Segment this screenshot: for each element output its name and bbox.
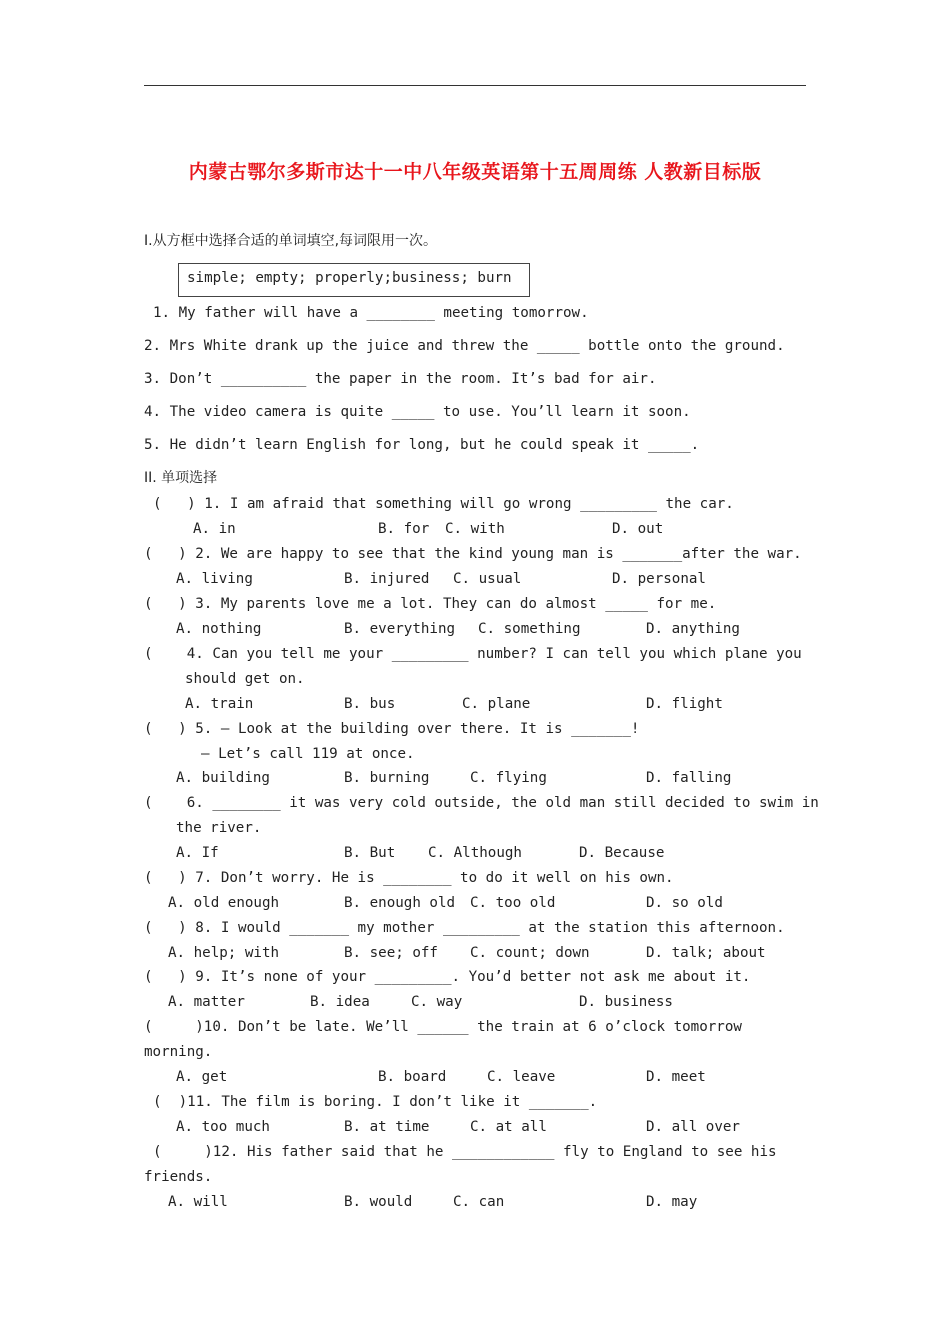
question-12-option-c: C. can (453, 1194, 505, 1210)
question-8-option-b: B. see; off (344, 945, 438, 961)
question-6-stem-continued: the river. (176, 820, 262, 836)
fill-item-5: 5. He didn’t learn English for long, but he could speak it _____. (144, 437, 700, 453)
question-11-option-b: B. at time (344, 1119, 430, 1135)
question-10-option-c: C. leave (487, 1069, 556, 1085)
question-6-option-c: C. Although (428, 845, 522, 861)
question-1-option-d: D. out (612, 521, 664, 537)
question-3-stem: ( ) 3. My parents love me a lot. They can do almost _____ for me. (144, 596, 717, 612)
question-4-option-c: C. plane (462, 696, 531, 712)
question-6-option-a: A. If (176, 845, 219, 861)
word-box (178, 263, 530, 297)
question-4-option-d: D. flight (646, 696, 723, 712)
question-10-option-b: B. board (378, 1069, 447, 1085)
question-5-option-b: B. burning (344, 770, 430, 786)
question-4-stem: ( 4. Can you tell me your _________ number? I can tell you which plane you (144, 646, 802, 662)
section1-heading: I.从方框中选择合适的单词填空,每词限用一次。 (144, 233, 438, 249)
question-11-option-a: A. too much (176, 1119, 270, 1135)
fill-item-3: 3. Don’t __________ the paper in the room. It’s bad for air. (144, 371, 657, 387)
question-3-option-b: B. everything (344, 621, 456, 637)
document-title: 内蒙古鄂尔多斯市达十一中八年级英语第十五周周练 人教新目标版 (188, 161, 762, 183)
question-2-option-b: B. injured (344, 571, 430, 587)
question-8-option-c: C. count; down (470, 945, 590, 961)
question-4-option-a: A. train (185, 696, 254, 712)
question-10-option-a: A. get (176, 1069, 228, 1085)
question-3-option-d: D. anything (646, 621, 740, 637)
question-7-option-a: A. old enough (168, 895, 280, 911)
question-9-option-c: C. way (411, 994, 463, 1010)
question-12-option-b: B. would (344, 1194, 413, 1210)
question-3-option-c: C. something (478, 621, 581, 637)
question-1-stem: ( ) 1. I am afraid that something will go wrong _________ the car. (153, 496, 734, 512)
fill-item-1: 1. My father will have a ________ meeting tomorrow. (153, 305, 589, 321)
question-3-option-a: A. nothing (176, 621, 262, 637)
fill-item-4: 4. The video camera is quite _____ to use. You’ll learn it soon. (144, 404, 691, 420)
question-1-option-b: B. for (378, 521, 430, 537)
question-8-stem: ( ) 8. I would _______ my mother _________ at the station this afternoon. (144, 920, 785, 936)
question-10-stem-continued: morning. (144, 1044, 213, 1060)
question-6-option-b: B. But (344, 845, 396, 861)
question-12-option-d: D. may (646, 1194, 698, 1210)
question-12-stem: ( )12. His father said that he ____________ fly to England to see his (153, 1144, 777, 1160)
question-2-option-d: D. personal (612, 571, 706, 587)
question-2-option-c: C. usual (453, 571, 522, 587)
question-4-stem-continued: should get on. (185, 671, 305, 687)
question-9-option-b: B. idea (310, 994, 370, 1010)
question-5-option-d: D. falling (646, 770, 732, 786)
question-5-option-a: A. building (176, 770, 270, 786)
question-4-option-b: B. bus (344, 696, 396, 712)
question-9-stem: ( ) 9. It’s none of your _________. You’d better not ask me about it. (144, 969, 751, 985)
question-10-option-d: D. meet (646, 1069, 706, 1085)
word-box-text: simple; empty; properly;business; burn (187, 270, 512, 286)
question-5-option-c: C. flying (470, 770, 547, 786)
question-6-stem: ( 6. ________ it was very cold outside, the old man still decided to swim in (144, 795, 819, 811)
question-9-option-d: D. business (579, 994, 673, 1010)
question-11-option-c: C. at all (470, 1119, 547, 1135)
question-6-option-d: D. Because (579, 845, 665, 861)
question-7-option-c: C. too old (470, 895, 556, 911)
question-8-option-d: D. talk; about (646, 945, 766, 961)
header-rule (144, 85, 806, 86)
question-11-stem: ( )11. The film is boring. I don’t like it _______. (153, 1094, 598, 1110)
question-2-option-a: A. living (176, 571, 253, 587)
question-1-option-a: A. in (193, 521, 236, 537)
question-2-stem: ( ) 2. We are happy to see that the kind young man is _______after the war. (144, 546, 802, 562)
question-5-stem: ( ) 5. — Look at the building over there. It is _______! (144, 721, 640, 737)
section2-heading: II. 单项选择 (144, 470, 218, 486)
question-12-stem-continued: friends. (144, 1169, 213, 1185)
question-9-option-a: A. matter (168, 994, 245, 1010)
question-1-option-c: C. with (445, 521, 505, 537)
question-7-option-b: B. enough old (344, 895, 456, 911)
question-7-stem: ( ) 7. Don’t worry. He is ________ to do it well on his own. (144, 870, 674, 886)
question-11-option-d: D. all over (646, 1119, 740, 1135)
fill-item-2: 2. Mrs White drank up the juice and threw the _____ bottle onto the ground. (144, 338, 785, 354)
question-5-stem-continued: — Let’s call 119 at once. (201, 746, 415, 762)
question-12-option-a: A. will (168, 1194, 228, 1210)
question-8-option-a: A. help; with (168, 945, 280, 961)
question-10-stem: ( )10. Don’t be late. We’ll ______ the train at 6 o’clock tomorrow (144, 1019, 742, 1035)
question-7-option-d: D. so old (646, 895, 723, 911)
